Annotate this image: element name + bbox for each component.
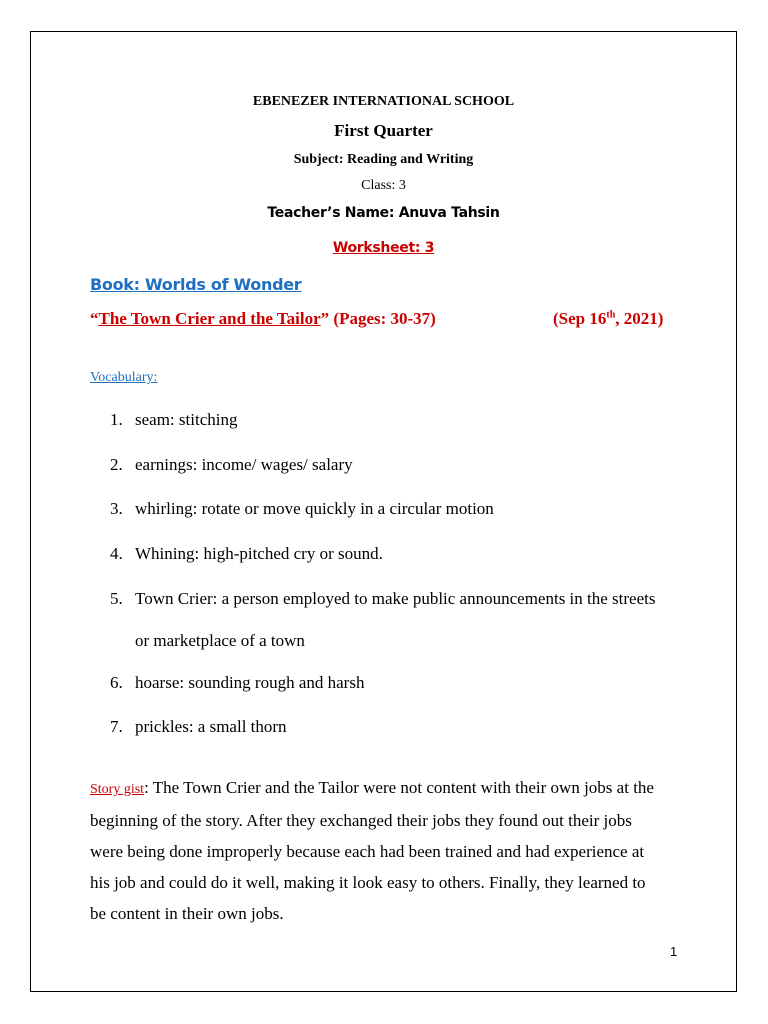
page-number: 1	[670, 944, 678, 959]
date-prefix: (Sep 16	[553, 309, 607, 328]
worksheet-date	[553, 309, 663, 329]
gist-line	[90, 772, 690, 805]
vocab-text: hoarse: sounding rough and harsh	[135, 673, 365, 692]
worksheet-number	[30, 240, 737, 256]
gist-line: were being done improperly because each had been trained and had experience at	[90, 842, 645, 861]
vocab-text-continuation: or marketplace of a town	[135, 631, 305, 650]
vocab-number: 7.	[110, 717, 123, 736]
vocab-text: whirling: rotate or move quickly in a circular motion	[135, 499, 494, 518]
subject-line: Subject: Reading and Writing	[293, 152, 474, 167]
vocab-number: 4.	[110, 544, 123, 563]
vocab-text: seam: stitching	[135, 410, 238, 429]
date-suffix-sup: th	[606, 309, 616, 321]
story-title: The Town Crier and the Tailor	[98, 309, 321, 328]
gist-line: his job and could do it well, making it look easy to others. Finally, they learned to	[90, 873, 646, 892]
gist-text: The Town Crier and the Tailor were not content with their own jobs at the	[148, 778, 654, 797]
gist-line: beginning of the story. After they exchanged their jobs they found out their jobs	[90, 811, 632, 830]
date-year: , 2021)	[615, 309, 664, 328]
vocab-text: prickles: a small thorn	[135, 717, 287, 736]
story-title-line	[90, 309, 436, 329]
book-title: Book: Worlds of Wonder	[90, 275, 302, 294]
story-gist-label: Story gist	[90, 782, 145, 797]
vocab-number: 2.	[110, 455, 123, 474]
story-pages: ” (Pages: 30-37)	[320, 309, 436, 328]
vocab-number: 1.	[110, 410, 123, 429]
story-gist	[90, 772, 690, 929]
vocab-number: 3.	[110, 499, 123, 518]
vocab-text: Town Crier: a person employed to make public announcements in the streets	[135, 589, 656, 608]
vocab-number: 5.	[110, 589, 123, 608]
open-quote: “	[90, 309, 99, 328]
vocabulary-heading: Vocabulary:	[90, 370, 158, 385]
gist-line: be content in their own jobs.	[90, 904, 284, 923]
quarter-title: First Quarter	[334, 121, 433, 140]
story-gist-colon: :	[144, 778, 149, 797]
vocab-text: Whining: high-pitched cry or sound.	[135, 544, 383, 563]
teacher-name: Teacher’s Name: Anuva Tahsin	[267, 205, 500, 221]
worksheet-label: Worksheet: 3	[332, 240, 435, 256]
vocab-number: 6.	[110, 673, 123, 692]
class-line: Class: 3	[361, 178, 406, 193]
vocab-text: earnings: income/ wages/ salary	[135, 455, 353, 474]
school-name: EBENEZER INTERNATIONAL SCHOOL	[252, 94, 515, 109]
